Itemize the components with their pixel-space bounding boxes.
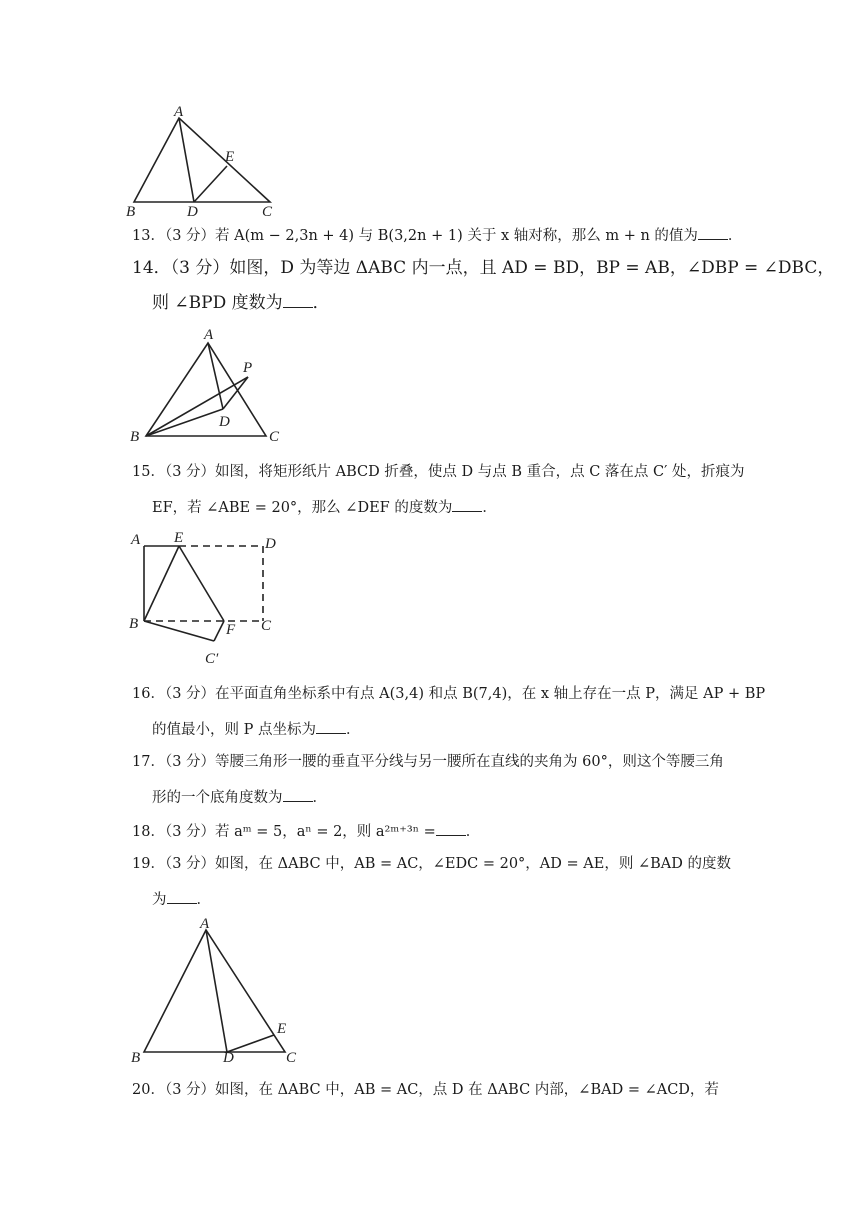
question-13: 13．（3 分）若 A(m − 2,3n + 4) 与 B(3,2n + 1) 关于 x 轴对称，那么 m + n 的值为 ． [132, 224, 732, 246]
segment-bc-prime [144, 621, 214, 641]
figure-equilateral-abc-point-p [125, 322, 295, 444]
label-d: D [219, 414, 230, 430]
label-a: A [131, 532, 141, 548]
label-f: F [226, 622, 236, 638]
label-b: B [130, 429, 140, 445]
question-15: 15．（3 分）如图，将矩形纸片 ABCD 折叠，使点 D 与点 B 重合，点 C 落在点 C′ 处，折痕为 EF，若 ∠ABE = 20°，那么 ∠DEF 的度数为 ． [132, 464, 745, 516]
label-c: C [269, 429, 280, 445]
question-score: （3 分） [164, 464, 216, 480]
question-text-line2: 形的一个底角度数为 [152, 790, 283, 806]
question-score: （3 分） [164, 856, 216, 872]
triangle-abc [146, 343, 266, 436]
question-number: 15． [132, 464, 165, 480]
figure-triangle-abc-ade [120, 100, 290, 220]
label-e: E [277, 1021, 287, 1037]
label-a: A [204, 327, 214, 343]
question-score: （3 分） [170, 258, 230, 278]
label-c-prime: C′ [205, 651, 219, 667]
answer-blank[interactable] [436, 820, 466, 836]
question-20 [132, 1080, 732, 1100]
question-text: 如图，在 ΔABC 中，AB = AC，∠EDC = 20°，AD = AE，则 ∠BAD 的度数 [215, 856, 731, 872]
question-number: 18． [132, 824, 165, 840]
question-score: （3 分） [164, 686, 216, 702]
question-number: 20． [132, 1082, 165, 1098]
label-a: A [200, 916, 210, 932]
question-text: 在平面直角坐标系中有点 A(3,4) 和点 B(7,4)，在 x 轴上存在一点 P，满足 AP + BP [215, 686, 766, 702]
label-d: D [187, 204, 198, 220]
answer-blank[interactable] [316, 718, 346, 734]
triangle-abc [134, 118, 270, 202]
question-text: 如图，D 为等边 ΔABC 内一点，且 AD = BD，BP = AB，∠DBP = ∠DBC， [229, 258, 835, 278]
segment-de [194, 166, 227, 202]
question-number: 17． [132, 754, 165, 770]
label-b: B [129, 616, 139, 632]
label-c: C [286, 1050, 297, 1066]
question-text-line2: EF，若 ∠ABE = 20°，那么 ∠DEF 的度数为 [152, 500, 453, 516]
figure-folded-rectangle [125, 526, 295, 671]
question-text-line2: 则 ∠BPD 度数为 [152, 293, 283, 313]
question-score: （3 分） [164, 1082, 216, 1098]
segment-c-prime-f [214, 621, 224, 641]
answer-blank[interactable] [283, 786, 313, 802]
question-17: 17．（3 分）等腰三角形一腰的垂直平分线与另一腰所在直线的夹角为 60°，则这个等腰三角 形的一个底角度数为 ． [132, 754, 724, 806]
label-p: P [243, 360, 253, 376]
question-text: 如图，在 ΔABC 中，AB = AC，点 D 在 ΔABC 内部，∠BAD = ∠ACD，若 [215, 1082, 719, 1098]
question-text: 若 A(m − 2,3n + 4) 与 B(3,2n + 1) 关于 x 轴对称，那么 m + n 的值为 [215, 228, 698, 244]
question-number: 19． [132, 856, 165, 872]
fold-ef [179, 546, 224, 621]
label-e: E [225, 149, 235, 165]
segment-dp [223, 377, 248, 409]
question-text: 若 aᵐ = 5，aⁿ = 2，则 a²ᵐ⁺³ⁿ = [215, 824, 436, 840]
label-a: A [174, 104, 184, 120]
segment-be [144, 546, 179, 621]
label-d: D [223, 1050, 234, 1066]
question-score: （3 分） [164, 754, 216, 770]
question-19: 19．（3 分）如图，在 ΔABC 中，AB = AC，∠EDC = 20°，AD = AE，则 ∠BAD 的度数 为 ． [132, 856, 731, 908]
figure-isosceles-abc-ade [125, 914, 305, 1064]
question-text: 等腰三角形一腰的垂直平分线与另一腰所在直线的夹角为 60°，则这个等腰三角 [215, 754, 724, 770]
label-c: C [262, 204, 273, 220]
question-text-line2: 的值最小，则 P 点坐标为 [152, 722, 316, 738]
segment-de [227, 1035, 274, 1052]
question-number: 16． [132, 686, 165, 702]
label-c: C [261, 618, 272, 634]
segment-bp [146, 377, 248, 436]
question-text: 如图，将矩形纸片 ABCD 折叠，使点 D 与点 B 重合，点 C 落在点 C′ 处，折痕为 [215, 464, 745, 480]
answer-blank[interactable] [283, 292, 313, 308]
question-score: （3 分） [164, 824, 216, 840]
question-text-line2: 为 [152, 892, 167, 908]
question-number: 14． [132, 258, 171, 278]
question-score: （3 分） [164, 228, 216, 244]
question-16: 16．（3 分）在平面直角坐标系中有点 A(3,4) 和点 B(7,4)，在 x 轴上存在一点 P，满足 AP + BP 的值最小，则 P 点坐标为 ． [132, 686, 766, 738]
answer-blank[interactable] [698, 224, 728, 240]
question-14: 14．（3 分）如图，D 为等边 ΔABC 内一点，且 AD = BD，BP = AB，∠DBP = ∠DBC， 则 ∠BPD 度数为 ． [132, 258, 835, 313]
question-number: 13． [132, 228, 165, 244]
label-b: B [126, 204, 136, 220]
label-b: B [131, 1050, 141, 1066]
answer-blank[interactable] [167, 888, 197, 904]
segment-ad [206, 930, 227, 1052]
answer-blank[interactable] [452, 496, 482, 512]
triangle-abc [144, 930, 285, 1052]
label-e: E [174, 530, 184, 546]
label-d: D [265, 536, 276, 552]
question-18: 18．（3 分）若 aᵐ = 5，aⁿ = 2，则 a²ᵐ⁺³ⁿ = ． [132, 820, 732, 842]
